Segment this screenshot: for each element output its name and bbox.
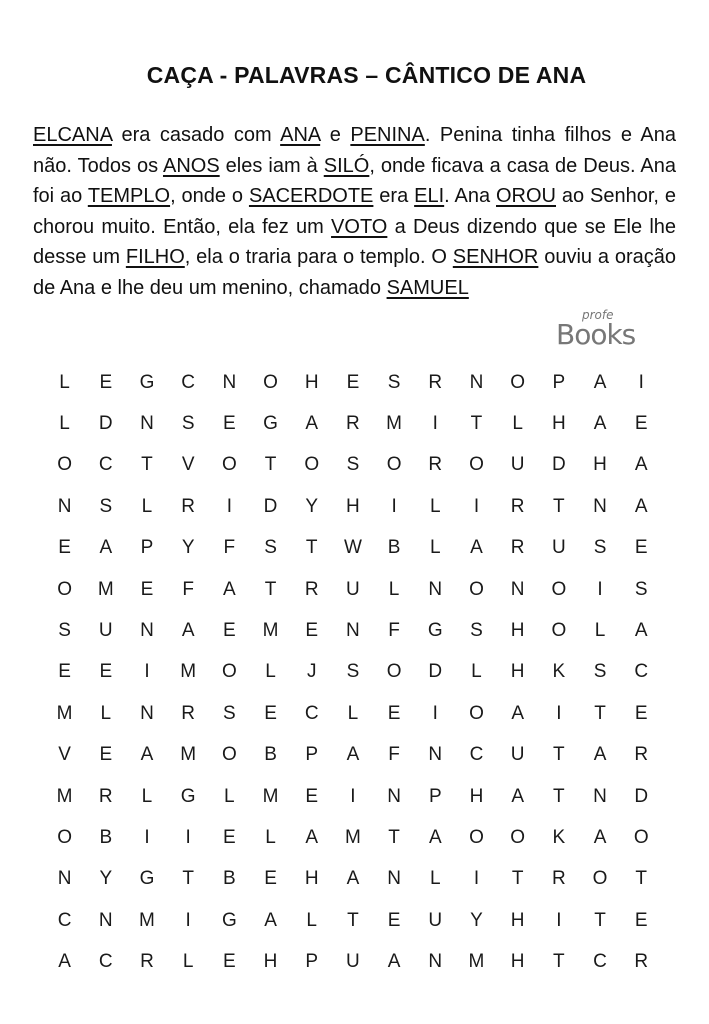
grid-letter[interactable]: M — [468, 951, 485, 973]
grid-letter[interactable]: T — [388, 826, 400, 848]
grid-letter[interactable]: U — [551, 537, 566, 559]
grid-letter[interactable]: S — [58, 620, 71, 642]
grid-letter[interactable]: T — [141, 454, 153, 476]
paragraph-text: , onde o — [170, 185, 249, 207]
hidden-word: ANOS — [162, 154, 220, 177]
grid-letter[interactable]: A — [305, 826, 319, 848]
paragraph-text: , onde ficava a casa de Deus. Ana foi ao — [33, 154, 677, 207]
grid-letter[interactable]: A — [593, 826, 607, 848]
grid-letter[interactable]: N — [428, 578, 443, 600]
grid-letter[interactable]: N — [346, 620, 360, 642]
grid-letter[interactable]: E — [346, 371, 360, 393]
logo-small-text: profe — [582, 308, 614, 322]
grid-letter[interactable]: N — [469, 371, 484, 393]
hidden-word: ANA — [280, 124, 321, 146]
grid-letter[interactable]: N — [140, 702, 154, 724]
grid-letter[interactable]: N — [140, 620, 154, 642]
grid-letter[interactable]: L — [182, 951, 194, 973]
grid-letter[interactable]: T — [553, 744, 565, 766]
grid-letter[interactable]: T — [594, 909, 606, 931]
paragraph-text: ao Senhor, e chorou muito. Então, ela fez um — [33, 185, 677, 238]
grid-letter[interactable]: O — [386, 661, 402, 683]
grid-letter[interactable]: E — [223, 951, 236, 973]
page-title: CAÇA - PALAVRAS – CÂNTICO DE ANA — [146, 62, 587, 88]
grid-letter[interactable]: C — [181, 371, 196, 393]
grid-letter[interactable]: O — [263, 371, 278, 393]
grid-letter[interactable]: S — [593, 537, 607, 559]
grid-letter[interactable]: P — [305, 744, 319, 766]
grid-letter[interactable]: A — [140, 744, 154, 766]
grid-letter[interactable]: L — [265, 826, 276, 848]
grid-letter[interactable]: U — [346, 578, 360, 600]
hidden-word: PENINA — [350, 124, 425, 146]
hidden-word: FILHO — [125, 246, 185, 268]
grid-letter[interactable]: T — [347, 909, 359, 931]
logo-big-text: Books — [556, 318, 636, 351]
grid-letter[interactable]: N — [387, 785, 401, 807]
grid-letter[interactable]: K — [552, 661, 566, 683]
grid-letter[interactable]: S — [181, 413, 195, 435]
grid-letter[interactable]: E — [99, 661, 113, 683]
grid-letter[interactable]: L — [141, 785, 153, 807]
grid-letter[interactable]: S — [470, 620, 483, 642]
grid-letter[interactable]: O — [510, 371, 526, 393]
grid-letter[interactable]: L — [388, 578, 400, 600]
grid-letter[interactable]: C — [98, 951, 113, 973]
grid-letter[interactable]: L — [59, 413, 70, 435]
grid-letter[interactable]: L — [594, 620, 606, 642]
grid-letter[interactable]: I — [391, 495, 397, 517]
grid-letter[interactable]: E — [305, 620, 319, 642]
grid-letter[interactable]: U — [98, 620, 113, 642]
paragraph-text: e — [320, 124, 351, 146]
grid-letter[interactable]: I — [226, 495, 232, 517]
grid-letter[interactable]: L — [347, 702, 359, 724]
grid-letter[interactable]: E — [264, 868, 277, 890]
word-search-grid — [44, 362, 672, 983]
grid-letter[interactable]: O — [386, 454, 402, 476]
story-paragraph — [33, 120, 676, 303]
grid-letter[interactable]: U — [428, 909, 443, 931]
grid-letter[interactable]: I — [144, 661, 150, 683]
grid-letter[interactable]: F — [182, 578, 194, 600]
grid-letter[interactable]: D — [551, 454, 566, 476]
grid-letter[interactable]: O — [469, 702, 484, 724]
hidden-word: VOTO — [331, 215, 388, 238]
grid-letter[interactable]: E — [99, 371, 113, 393]
grid-letter[interactable]: G — [221, 909, 237, 931]
grid-letter[interactable]: A — [346, 868, 360, 890]
grid-letter[interactable]: V — [58, 744, 71, 766]
grid-letter[interactable]: A — [305, 413, 319, 435]
grid-letter[interactable]: L — [265, 661, 276, 683]
grid-letter[interactable]: Y — [99, 868, 113, 890]
grid-letter[interactable]: P — [552, 371, 566, 393]
grid-letter[interactable]: L — [141, 495, 153, 517]
grid-letter[interactable]: A — [470, 537, 483, 559]
grid-letter[interactable]: C — [304, 702, 319, 724]
grid-letter[interactable]: E — [387, 702, 401, 724]
grid-letter[interactable]: I — [473, 868, 480, 890]
grid-letter[interactable]: E — [58, 661, 71, 683]
grid-letter[interactable]: E — [140, 578, 154, 600]
grid-letter[interactable]: O — [221, 661, 237, 683]
grid-letter[interactable]: N — [593, 785, 607, 807]
hidden-word: ELCANA — [33, 124, 112, 146]
grid-letter[interactable]: M — [56, 785, 73, 807]
grid-letter[interactable]: N — [387, 868, 401, 890]
grid-letter[interactable]: A — [634, 495, 648, 517]
grid-letter[interactable]: M — [180, 744, 197, 766]
grid-letter[interactable]: D — [428, 661, 443, 683]
grid-letter[interactable]: P — [305, 951, 319, 973]
grid-letter[interactable]: D — [634, 785, 649, 807]
grid-letter[interactable]: C — [593, 951, 607, 973]
grid-letter[interactable]: R — [181, 702, 196, 724]
grid-letter[interactable]: L — [429, 537, 441, 559]
grid-letter[interactable]: O — [57, 578, 72, 600]
grid-letter[interactable]: L — [100, 702, 112, 724]
grid-letter[interactable]: H — [304, 868, 319, 890]
grid-letter[interactable]: T — [511, 868, 524, 890]
grid-letter[interactable]: E — [634, 702, 648, 724]
grid-letter[interactable]: S — [99, 495, 113, 517]
grid-letter[interactable]: C — [98, 454, 113, 476]
grid-letter[interactable]: O — [304, 454, 320, 476]
paragraph-text: , ela o traria para o templo. O — [184, 246, 453, 268]
grid-letter[interactable]: O — [469, 578, 484, 600]
grid-letter[interactable]: G — [180, 785, 196, 807]
grid-letter[interactable]: L — [306, 909, 317, 931]
grid-letter[interactable]: T — [594, 702, 606, 724]
grid-letter[interactable]: A — [511, 785, 524, 807]
hidden-word: TEMPLO — [87, 185, 171, 207]
grid-letter[interactable]: M — [97, 578, 114, 600]
grid-letter[interactable]: I — [432, 413, 438, 435]
grid-letter[interactable]: I — [432, 702, 438, 724]
grid-letter[interactable]: Y — [181, 537, 195, 559]
grid-letter[interactable]: G — [139, 371, 155, 393]
grid-letter[interactable]: O — [57, 826, 72, 848]
grid-letter[interactable]: O — [221, 454, 237, 476]
grid-letter[interactable]: H — [510, 661, 525, 683]
grid-letter[interactable]: E — [634, 537, 648, 559]
profebooks-logo — [556, 308, 640, 354]
grid-letter[interactable]: N — [428, 951, 443, 973]
grid-letter[interactable]: N — [428, 744, 443, 766]
grid-letter[interactable]: V — [181, 454, 195, 476]
grid-letter[interactable]: O — [592, 868, 608, 890]
grid-letter[interactable]: C — [57, 909, 72, 931]
grid-letter[interactable]: I — [185, 826, 191, 848]
hidden-word: SENHOR — [452, 246, 539, 268]
grid-letter[interactable]: H — [593, 454, 607, 476]
grid-letter[interactable]: A — [223, 578, 236, 600]
grid-letter[interactable]: K — [552, 826, 566, 848]
grid-letter[interactable]: L — [59, 371, 70, 393]
grid-letter[interactable]: R — [181, 495, 196, 517]
grid-letter[interactable]: J — [306, 661, 317, 683]
paragraph-text: era — [373, 185, 415, 207]
grid-letter[interactable]: H — [263, 951, 278, 973]
grid-letter[interactable]: M — [344, 826, 361, 848]
grid-letter[interactable]: O — [469, 826, 484, 848]
grid-letter[interactable]: O — [551, 578, 567, 600]
grid-letter[interactable]: O — [221, 744, 237, 766]
hidden-word: SACERDOTE — [248, 185, 374, 207]
grid-letter[interactable]: I — [597, 578, 603, 600]
grid-letter[interactable]: U — [510, 744, 525, 766]
grid-letter[interactable]: Y — [305, 495, 319, 517]
grid-letter[interactable]: P — [428, 785, 442, 807]
grid-letter[interactable]: H — [469, 785, 484, 807]
grid-letter[interactable]: E — [387, 909, 401, 931]
grid-letter[interactable]: M — [180, 661, 197, 683]
grid-letter[interactable]: S — [593, 661, 607, 683]
grid-letter[interactable]: R — [510, 495, 525, 517]
grid-letter[interactable]: T — [553, 785, 565, 807]
hidden-word: SILÓ — [323, 154, 370, 177]
grid-letter[interactable]: H — [346, 495, 360, 517]
grid-letter[interactable]: H — [510, 909, 525, 931]
grid-letter[interactable]: N — [510, 578, 525, 600]
grid-letter[interactable]: T — [553, 495, 565, 517]
paragraph-text: a Deus dizendo que se Ele lhe desse um — [33, 215, 677, 268]
grid-letter[interactable]: H — [510, 951, 525, 973]
grid-letter[interactable]: T — [264, 578, 277, 600]
grid-letter[interactable]: I — [185, 909, 191, 931]
grid-letter[interactable]: B — [264, 744, 277, 766]
hidden-word: ELI — [414, 185, 445, 207]
grid-letter[interactable]: G — [427, 620, 443, 642]
grid-letter[interactable]: O — [551, 620, 567, 642]
grid-letter[interactable]: F — [223, 537, 236, 559]
grid-letter[interactable]: R — [140, 951, 154, 973]
grid-letter[interactable]: I — [556, 909, 562, 931]
grid-letter[interactable]: A — [511, 702, 524, 724]
grid-letter[interactable]: L — [471, 661, 482, 683]
grid-letter[interactable]: N — [98, 909, 113, 931]
grid-letter[interactable]: E — [305, 785, 319, 807]
grid-letter[interactable]: A — [593, 413, 607, 435]
hidden-word: SAMUEL — [386, 276, 469, 299]
grid-letter[interactable]: E — [223, 620, 236, 642]
grid-letter[interactable]: A — [264, 909, 277, 931]
grid-letter[interactable]: O — [469, 454, 484, 476]
grid-letter[interactable]: M — [56, 702, 73, 724]
paragraph-text: . Ana — [444, 185, 496, 207]
grid-letter[interactable]: E — [223, 826, 236, 848]
grid-letter[interactable]: R — [428, 371, 443, 393]
grid-letter[interactable]: H — [304, 371, 319, 393]
grid-letter[interactable]: T — [305, 537, 318, 559]
grid-letter[interactable]: A — [346, 744, 360, 766]
grid-letter[interactable]: N — [57, 868, 72, 890]
grid-letter[interactable]: F — [388, 744, 400, 766]
paragraph-text: . Penina tinha filhos e Ana não. Todos os — [33, 124, 676, 177]
grid-letter[interactable]: I — [638, 371, 644, 393]
grid-letter[interactable]: A — [58, 951, 71, 973]
grid-letter[interactable]: A — [181, 620, 195, 642]
grid-letter[interactable]: S — [223, 702, 236, 724]
grid-letter[interactable]: I — [556, 702, 562, 724]
paragraph-text: eles iam à — [219, 154, 324, 177]
grid-letter[interactable]: T — [182, 868, 194, 890]
grid-letter[interactable]: A — [593, 744, 607, 766]
grid-letter[interactable]: T — [553, 951, 565, 973]
grid-letter[interactable]: A — [593, 371, 607, 393]
grid-letter[interactable]: H — [551, 413, 566, 435]
grid-letter[interactable]: N — [57, 495, 72, 517]
grid-letter[interactable]: B — [99, 826, 113, 848]
grid-letter[interactable]: S — [346, 661, 360, 683]
grid-letter[interactable]: R — [304, 578, 319, 600]
grid-letter[interactable]: E — [264, 702, 277, 724]
grid-letter[interactable]: E — [634, 413, 648, 435]
paragraph-text: ouviu a oração de Ana e lhe deu um menino, chamado — [33, 246, 677, 299]
grid-letter[interactable]: U — [510, 454, 525, 476]
grid-letter[interactable]: A — [634, 454, 648, 476]
grid-letter[interactable]: S — [387, 371, 401, 393]
grid-letter[interactable]: B — [387, 537, 401, 559]
grid-letter[interactable]: M — [139, 909, 155, 931]
grid-letter[interactable]: O — [510, 826, 526, 848]
grid-letter[interactable]: I — [473, 495, 480, 517]
grid-letter[interactable]: G — [263, 413, 278, 435]
grid-letter[interactable]: A — [634, 620, 648, 642]
grid-letter[interactable]: A — [387, 951, 401, 973]
grid-letter[interactable]: M — [262, 785, 279, 807]
grid-letter[interactable]: R — [428, 454, 443, 476]
grid-letter[interactable]: S — [264, 537, 277, 559]
grid-letter[interactable]: L — [512, 413, 523, 435]
grid-letter[interactable]: T — [635, 868, 648, 890]
grid-letter[interactable]: S — [346, 454, 360, 476]
grid-letter[interactable]: U — [346, 951, 360, 973]
grid-letter[interactable]: R — [551, 868, 566, 890]
grid-letter[interactable]: L — [429, 868, 441, 890]
grid-letter[interactable]: L — [224, 785, 235, 807]
grid-letter[interactable]: G — [139, 868, 155, 890]
grid-letter[interactable]: Y — [470, 909, 483, 931]
grid-letter[interactable]: R — [634, 744, 649, 766]
grid-letter[interactable]: E — [223, 413, 236, 435]
grid-letter[interactable]: O — [57, 454, 72, 476]
grid-letter[interactable]: I — [144, 826, 150, 848]
grid-letter[interactable]: I — [350, 785, 356, 807]
grid-letter[interactable]: B — [223, 868, 236, 890]
grid-letter[interactable]: L — [429, 495, 441, 517]
grid-letter[interactable]: O — [633, 826, 649, 848]
grid-letter[interactable]: H — [510, 620, 525, 642]
hidden-word: OROU — [496, 185, 556, 207]
grid-letter[interactable]: R — [634, 951, 649, 973]
grid-letter[interactable]: M — [386, 413, 402, 435]
grid-letter[interactable]: E — [99, 744, 113, 766]
grid-letter[interactable]: N — [593, 495, 607, 517]
grid-letter[interactable]: A — [428, 826, 442, 848]
grid-letter[interactable]: M — [262, 620, 279, 642]
grid-letter[interactable]: R — [346, 413, 360, 435]
grid-letter[interactable]: C — [469, 744, 484, 766]
grid-letter[interactable]: D — [98, 413, 113, 435]
grid-letter[interactable]: R — [98, 785, 113, 807]
grid-letter[interactable]: N — [140, 413, 154, 435]
grid-letter[interactable]: A — [99, 537, 113, 559]
grid-letter[interactable]: D — [263, 495, 278, 517]
grid-letter[interactable]: P — [140, 537, 154, 559]
grid-letter[interactable]: R — [510, 537, 525, 559]
grid-letter[interactable]: S — [634, 578, 648, 600]
grid-letter[interactable]: F — [388, 620, 400, 642]
grid-letter[interactable]: E — [634, 909, 648, 931]
grid-letter[interactable]: T — [470, 413, 483, 435]
grid-letter[interactable]: C — [634, 661, 649, 683]
paragraph-text: era casado com — [111, 124, 281, 146]
grid-letter[interactable]: T — [264, 454, 277, 476]
grid-letter[interactable]: E — [58, 537, 71, 559]
grid-letter[interactable]: W — [343, 537, 362, 559]
grid-letter[interactable]: N — [222, 371, 237, 393]
